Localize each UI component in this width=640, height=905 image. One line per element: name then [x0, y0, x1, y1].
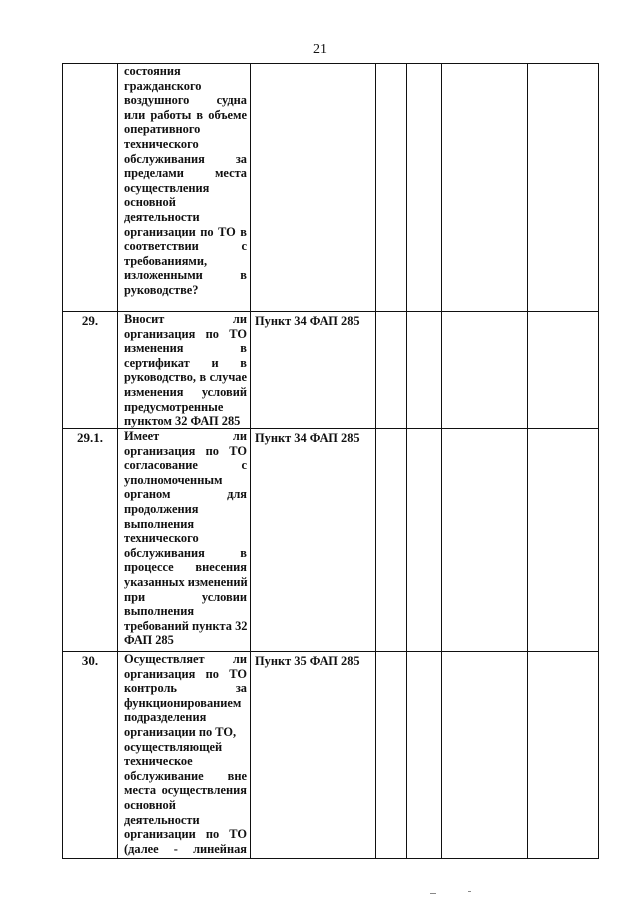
column-divider — [527, 63, 528, 859]
question-line: выполнения — [124, 516, 195, 531]
question-line: ФАП 285 — [124, 633, 174, 648]
question-line: обслуживания в — [124, 545, 247, 560]
question-line: обслуживание вне — [124, 768, 247, 783]
question-line: изменения в — [124, 341, 247, 356]
question-line: Имеет ли — [124, 429, 247, 443]
question-line: руководство, в случае — [124, 370, 247, 385]
question-line: согласование с — [124, 458, 247, 473]
question-line: организации по ТО, — [124, 724, 237, 739]
table-border-left — [62, 63, 63, 859]
table-border-bottom — [62, 858, 599, 859]
question-text — [124, 64, 247, 298]
question-line: технического — [124, 531, 199, 546]
question-line: состояния — [124, 64, 181, 78]
question-line: органом для — [124, 487, 247, 502]
question-line: организации по ТО — [124, 827, 247, 842]
question-line: уполномоченным — [124, 472, 223, 487]
question-line: изложенными в — [124, 268, 247, 283]
question-line: процессе внесения — [124, 560, 247, 575]
question-line: организации по ТО в — [124, 224, 247, 239]
question-line: руководстве? — [124, 282, 199, 297]
legal-reference: Пункт 35 ФАП 285 — [255, 654, 360, 668]
question-line: предусмотренные — [124, 399, 224, 414]
scan-speck — [468, 891, 471, 892]
question-line: соответствии с — [124, 239, 247, 254]
question-text — [124, 652, 247, 856]
question-line: пределами места — [124, 166, 247, 181]
question-line: (далее - линейная — [124, 841, 247, 856]
column-divider — [250, 63, 251, 859]
question-line: при условии — [124, 589, 247, 604]
question-line: гражданского — [124, 78, 202, 93]
column-divider — [406, 63, 407, 859]
question-line: изменения условий — [124, 384, 247, 399]
question-line: техническое — [124, 754, 193, 769]
question-line: основной — [124, 797, 176, 812]
question-line: осуществления — [124, 180, 210, 195]
item-number: 30. — [81, 653, 99, 668]
question-line: места осуществления — [124, 783, 247, 798]
question-line: технического — [124, 136, 199, 151]
column-divider — [441, 63, 442, 859]
question-line: сертификат и в — [124, 355, 247, 370]
question-line: функционированием — [124, 695, 242, 710]
question-line: организация по ТО — [124, 666, 247, 681]
table-border-right — [598, 63, 599, 859]
question-line: организация по ТО — [124, 443, 247, 458]
question-line: основной — [124, 195, 176, 210]
column-divider — [375, 63, 376, 859]
question-line: пунктом 32 ФАП 285 — [124, 414, 241, 429]
question-line: осуществляющей — [124, 739, 223, 754]
question-line: требований пункта 32 — [124, 618, 248, 633]
question-line: Осуществляет ли — [124, 652, 247, 666]
question-text — [124, 312, 247, 429]
question-line: выполнения — [124, 604, 195, 619]
question-line: оперативного — [124, 122, 201, 137]
page-number: 21 — [313, 42, 327, 57]
item-number: 29. — [81, 313, 99, 328]
question-line: подразделения — [124, 710, 207, 725]
question-line: или работы в объеме — [124, 107, 247, 122]
legal-reference: Пункт 34 ФАП 285 — [255, 431, 360, 445]
item-number: 29.1. — [77, 430, 103, 445]
scan-speck — [430, 893, 436, 894]
question-line: контроль за — [124, 681, 247, 696]
legal-reference: Пункт 34 ФАП 285 — [255, 314, 360, 328]
question-line: обслуживания за — [124, 151, 247, 166]
question-line: деятельности — [124, 812, 200, 827]
question-line: организация по ТО — [124, 326, 247, 341]
question-line: указанных изменений — [124, 574, 248, 589]
question-line: продолжения — [124, 501, 199, 516]
question-line: воздушного судна — [124, 93, 247, 108]
question-line: Вносит ли — [124, 312, 247, 326]
question-line: требованиями, — [124, 253, 208, 268]
question-line: деятельности — [124, 209, 200, 224]
question-text — [124, 429, 247, 648]
column-divider — [117, 63, 118, 859]
